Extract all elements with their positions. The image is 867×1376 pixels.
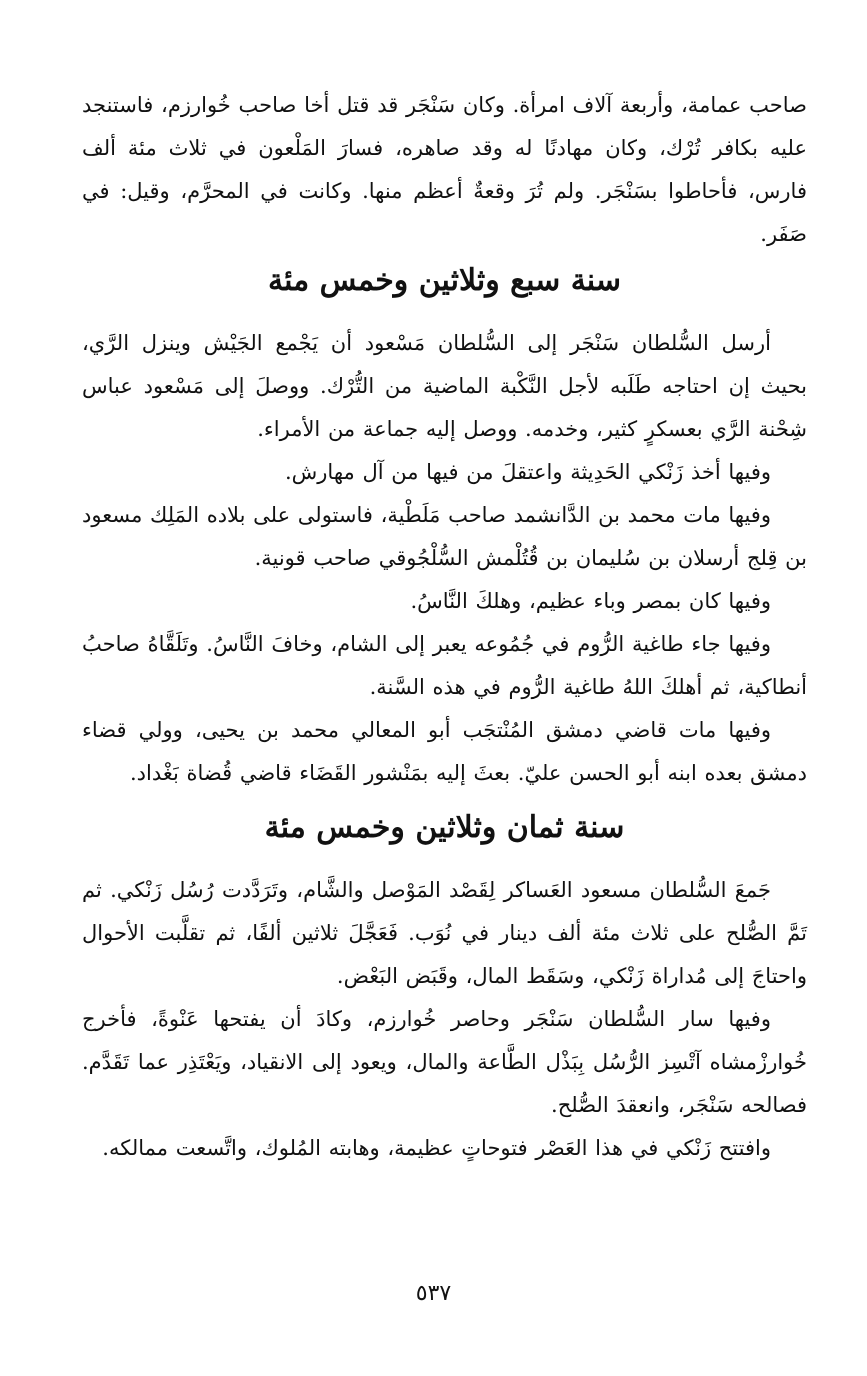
paragraph: وافتتح زَنْكي في هذا العَصْر فتوحاتٍ عظيمة، وهابته المُلوك، واتَّسعت ممالكه. (102, 1136, 771, 1160)
paragraph: جَمعَ السُّلطان مسعود العَساكر لِقَصْد المَوْصل والشَّام، وتَرَدَّدت رُسُل زَنْكي. ثم تَمَّ الصُّلح على ثلاث مئة ألف دينار في نُوَب. فَعَجَّلَ ثلاثين ألفًا، ثم تقلَّبت الأحوال واحتاجَ إلى مُداراة زَنْكي، وسَقَط المال، وقَبَض البَعْض. (82, 878, 807, 988)
paragraph: وفيها جاء طاغية الرُّوم في جُمُوعه يعبر إلى الشام، وخافَ النَّاسُ. وتَلَقَّاهُ صاحبُ أنطاكية، ثم أهلكَ اللهُ طاغية الرُّوم في هذه السَّنة. (82, 632, 807, 699)
paragraph-continuation: صاحب عمامة، وأربعة آلاف امرأة. وكان سَنْجَر قد قتل أخا صاحب خُوارزم، فاستنجد عليه بكافر تُرْك، وكان مهادنًا له وقد صاهره، فسارَ المَلْعون في ثلاث مئة ألف فارس، فأحاطوا بسَنْجَر. ولم تُرَ وقعةٌ أعظم منها. وكانت في المحرَّم، وقيل: في صَفَر. (82, 93, 807, 246)
paragraph: وفيها كان بمصر وباء عظيم، وهلكَ النَّاسُ. (410, 589, 771, 613)
paragraph: أرسل السُّلطان سَنْجَر إلى السُّلطان مَسْعود أن يَجْمع الجَيْش وينزل الرَّي، بحيث إن احتاجه طَلَبه لأجل النَّكْبة الماضية من التُّرْك. ووصلَ إلى مَسْعود عباس شِحْنة الرَّي بعسكرٍ كثير، وخدمه. ووصل إليه جماعة من الأمراء. (82, 331, 807, 441)
paragraph: وفيها مات محمد بن الدَّانشمد صاحب مَلَطْية، فاستولى على بلاده المَلِك مسعود بن قِلج أرسلان بن سُليمان بن قُتُلْمش السُّلْجُوقي صاحب قونية. (82, 503, 807, 570)
section-heading-538: سنة ثمان وثلاثين وخمس مئة (264, 810, 625, 845)
paragraph: وفيها أخذ زَنْكي الحَدِيثة واعتقلَ من فيها من آل مهارش. (284, 460, 771, 484)
book-page (82, 84, 807, 1324)
paragraph: وفيها مات قاضي دمشق المُنْتجَب أبو المعالي محمد بن يحيى، وولي قضاء دمشق بعده ابنه أبو الحسن عليّ. بعثَ إليه بمَنْشور القَضَاء قاضي قُضاة بَغْداد. (82, 718, 807, 785)
page-number: ٥٣٧ (415, 1281, 452, 1306)
section-heading-537: سنة سبع وثلاثين وخمس مئة (267, 263, 621, 298)
paragraph: وفيها سار السُّلطان سَنْجَر وحاصر خُوارزم، وكادَ أن يفتحها عَنْوةً، فأخرج خُوارزْمشاه آتْسِز الرُّسُل بِبَذْل الطَّاعة والمال، ويعود إلى الانقياد، ويَعْتَذِر عما تَقَدَّم. فصالحه سَنْجَر، وانعقدَ الصُّلح. (82, 1007, 807, 1117)
